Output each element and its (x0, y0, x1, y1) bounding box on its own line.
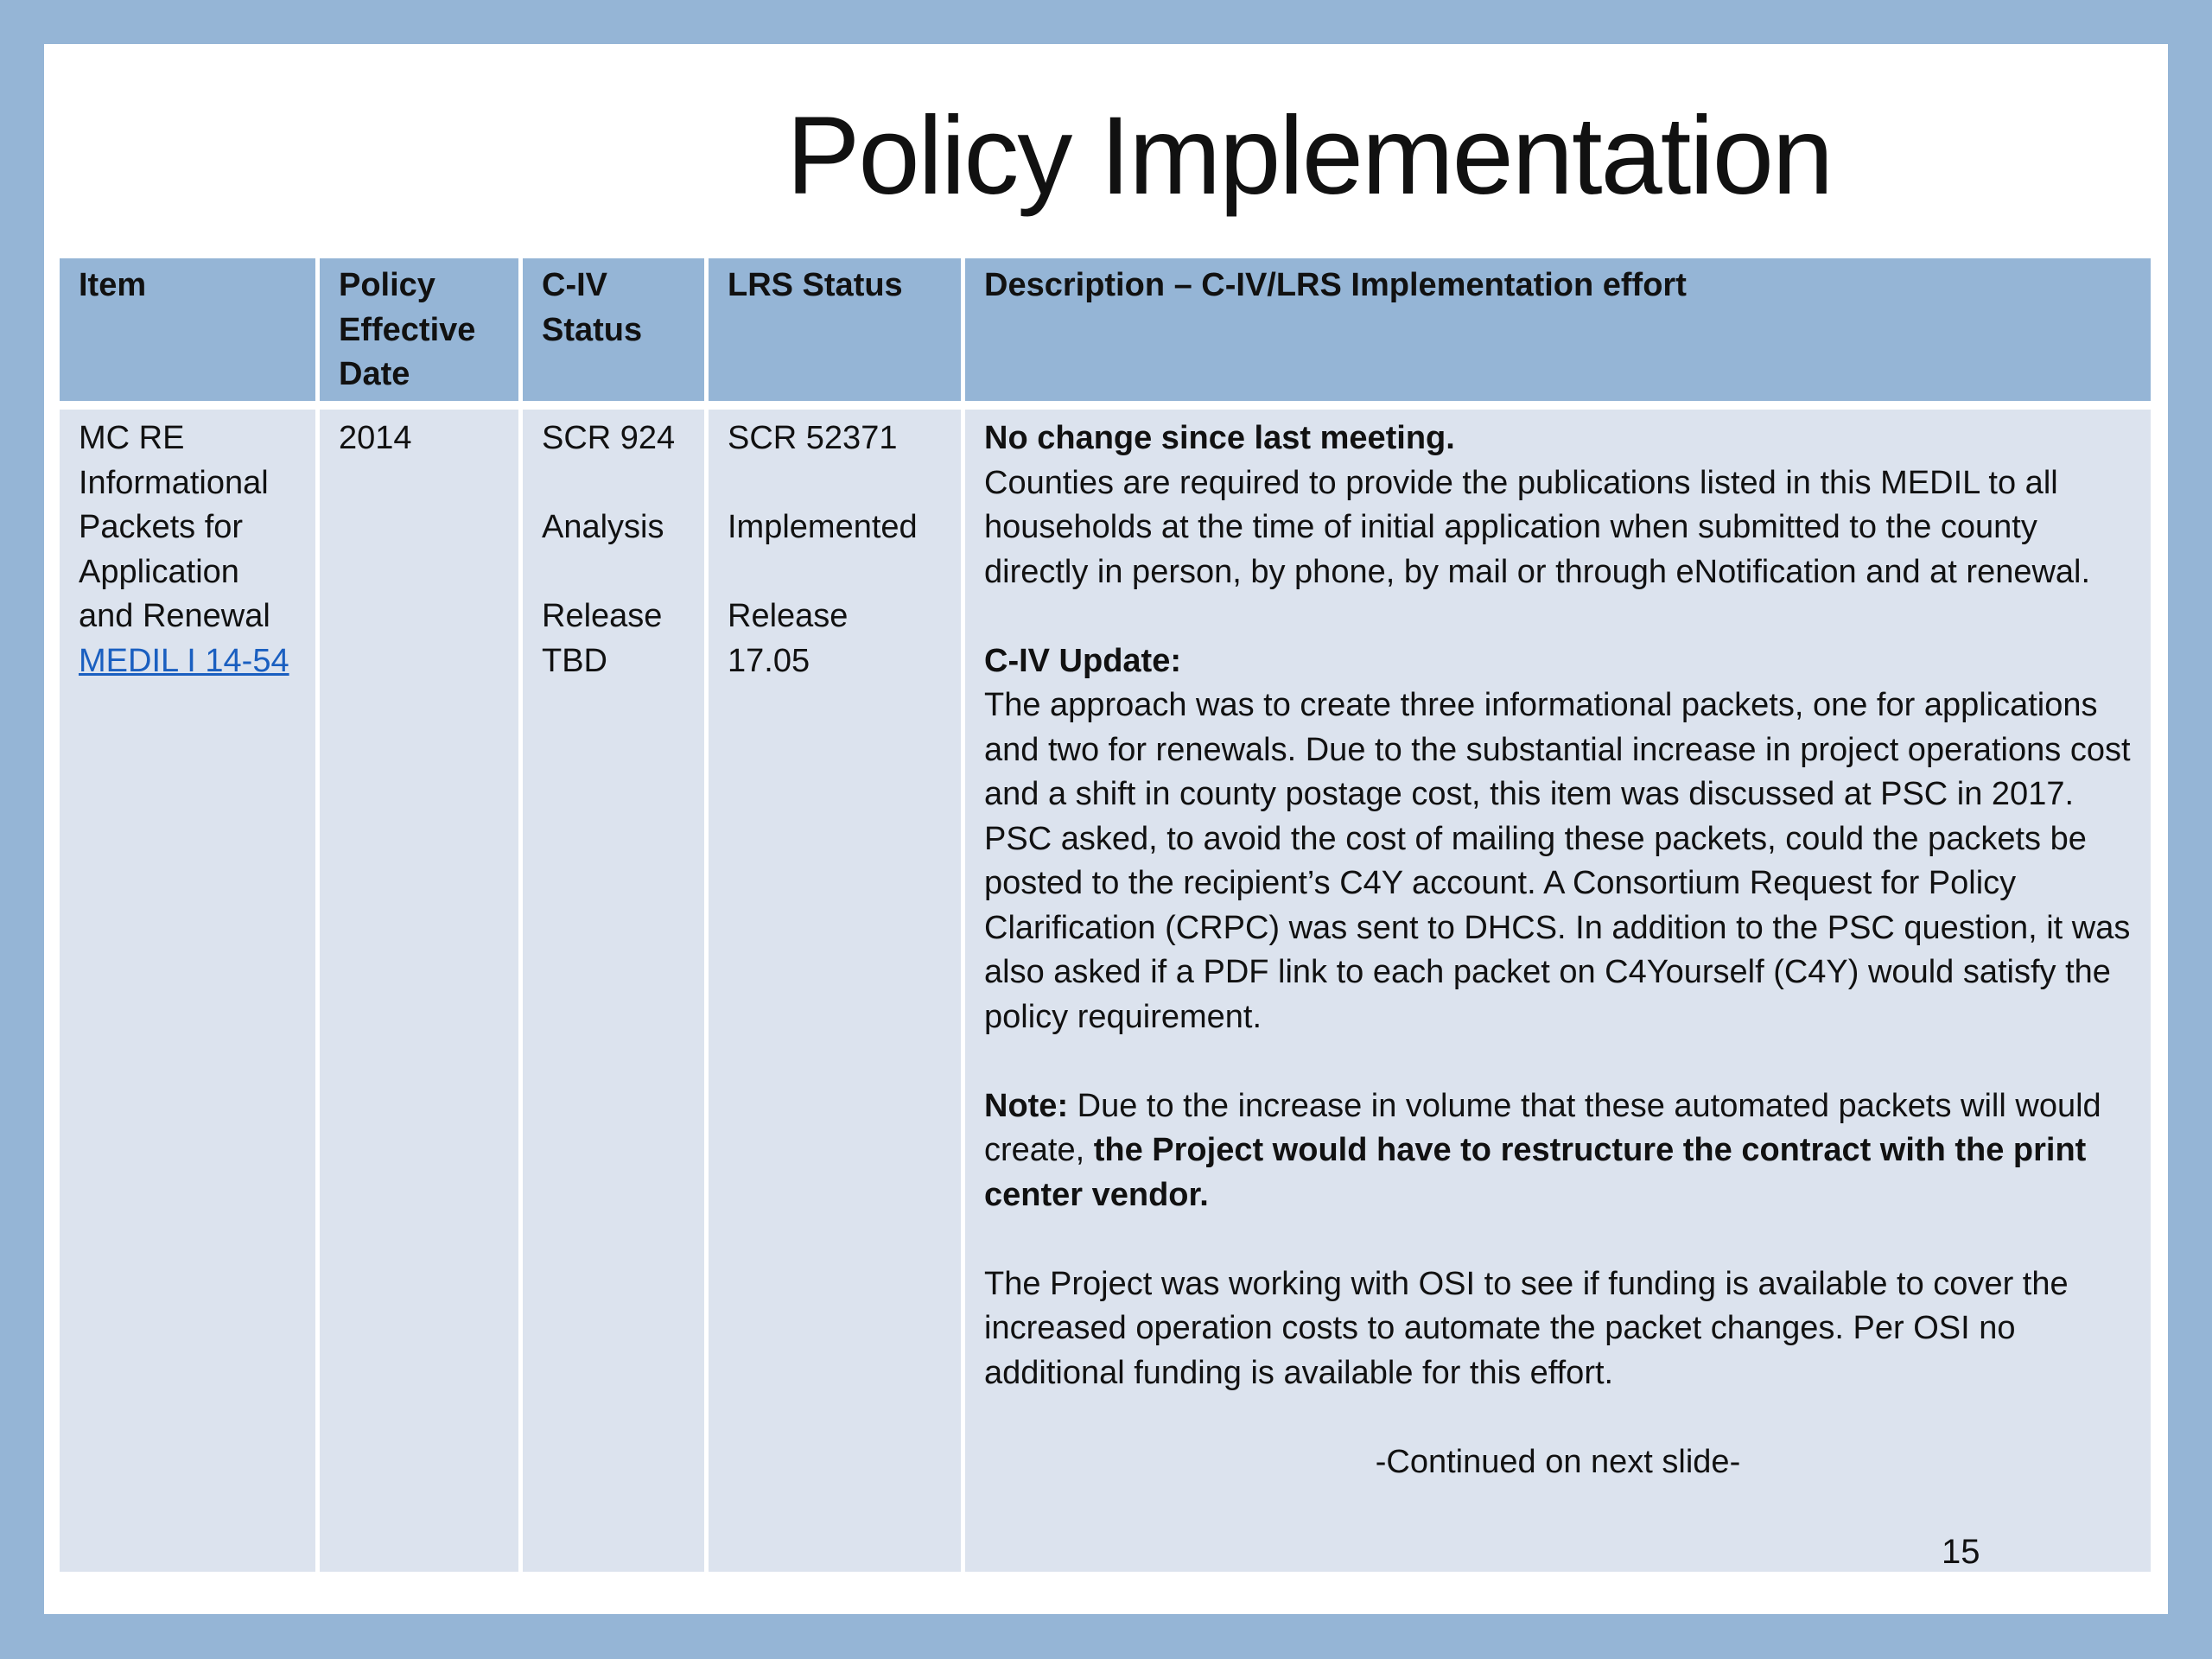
effective-date: 2014 (339, 420, 412, 456)
description-paragraph: The Project was working with OSI to see if funding is available to cover the increased operation costs to automate the packet changes. Per OSI no additional funding is available for this effort. (984, 1265, 2069, 1391)
note-bold-text: the Project would have to restructure the contract with the print center vendor. (984, 1132, 2087, 1213)
item-line: Informational (79, 464, 269, 501)
item-line: and Renewal (79, 598, 270, 634)
cell-lrs-status (709, 401, 961, 1572)
medil-link[interactable]: MEDIL I 14-54 (79, 642, 289, 679)
lrs-status-value: Implemented (728, 509, 918, 545)
civ-update-heading: C-IV Update: (984, 642, 1181, 679)
item-line: MC RE (79, 420, 185, 456)
item-line: Packets for (79, 509, 244, 545)
civ-scr: SCR 924 (542, 420, 676, 456)
lrs-release-value: 17.05 (728, 642, 810, 679)
lrs-release-label: Release (728, 598, 849, 634)
page-number: 15 (1942, 1533, 1980, 1571)
cell-item (60, 401, 315, 1572)
description-heading: No change since last meeting. (984, 420, 1455, 456)
header-item: Item (60, 258, 315, 401)
item-line: Application (79, 553, 239, 590)
table-row (60, 401, 2151, 1572)
description-paragraph: The approach was to create three informational packets, one for applications and two for renewals. Due to the substantial increase in project operations cost and a shift in county postage cost, this item was discussed at PSC in 2017. PSC asked, to avoid the cost of mailing these packets, could the packets be posted to the recipient’s C4Y account. A Consortium Request for Policy Clarification (CRPC) was sent to DHCS. In addition to the PSC question, it was also asked if a PDF link to each packet on C4Yourself (C4Y) would satisfy the policy requirement. (984, 687, 2131, 1035)
cell-description (965, 401, 2151, 1572)
header-lrs-status: LRS Status (709, 258, 961, 401)
note-label: Note: (984, 1087, 1069, 1124)
slide (44, 44, 2168, 1614)
header-policy-effective-date: Policy Effective Date (320, 258, 518, 401)
note-text: Due to the increase in volume that these automated packets will would create, (984, 1087, 2101, 1168)
header-description: Description – C-IV/LRS Implementation effort (965, 258, 2151, 401)
description-paragraph: Counties are required to provide the publications listed in this MEDIL to all households at the time of initial application when submitted to the county directly in person, by phone, by mail or through eNotification and at renewal. (984, 464, 2091, 590)
continued-note: -Continued on next slide- (1375, 1443, 1741, 1480)
civ-status-value: Analysis (542, 509, 664, 545)
header-row (60, 258, 2151, 401)
slide-title: Policy Implementation (785, 94, 1833, 218)
civ-release-label: Release (542, 598, 663, 634)
civ-release-value: TBD (542, 642, 607, 679)
cell-civ-status (523, 401, 704, 1572)
lrs-scr: SCR 52371 (728, 420, 898, 456)
policy-table (55, 258, 2155, 1572)
header-civ-status: C-IV Status (523, 258, 704, 401)
cell-effective-date (320, 401, 518, 1572)
